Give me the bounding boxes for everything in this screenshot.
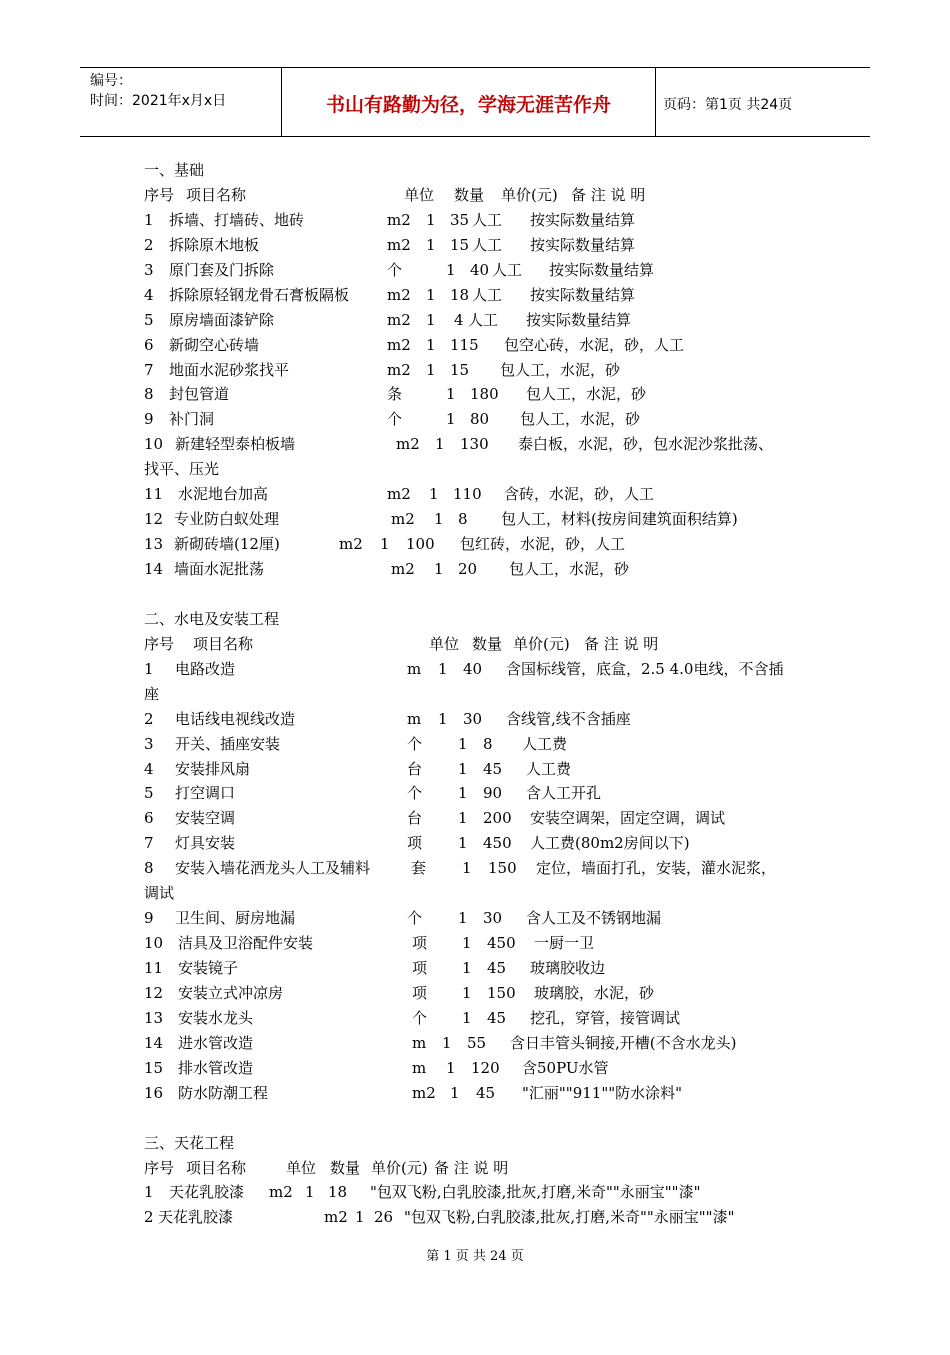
table-row: 13 新砌砖墙(12厘) m2 1 100 包红砖，水泥，砂，人工 bbox=[144, 535, 626, 554]
document-body bbox=[144, 158, 824, 1230]
page-footer: 第 1 页 共 24 页 bbox=[426, 1249, 524, 1264]
table-row: 1 天花乳胶漆 m2 1 18 "包双飞粉,白乳胶漆,批灰,打磨,米奇""永丽宝""漆" bbox=[144, 1183, 701, 1202]
document-date: 时间：2021年x月x日 bbox=[90, 93, 227, 109]
table-row: 3 开关、插座安装 个 1 8 人工费 bbox=[144, 734, 568, 753]
table-header: 序号 项目名称 单位 数量 单价(元) 备 注 说 明 bbox=[144, 634, 659, 653]
table-row: 9 卫生间、厨房地漏 个 1 30 含人工及不锈钢地漏 bbox=[144, 909, 662, 928]
table-row: 15 排水管改造 m 1 120 含50PU水管 bbox=[144, 1058, 609, 1077]
table-row: 1 电路改造 m 1 40 含国标线管，底盒，2.5 4.0电线，不含插 bbox=[144, 659, 784, 678]
table-row: 6 新砌空心砖墙 m2 1 115 包空心砖，水泥，砂，人工 bbox=[144, 335, 685, 354]
section-title: 三、天花工程 bbox=[144, 1133, 235, 1152]
table-row: 4 拆除原轻钢龙骨石膏板隔板 m2 1 18 人工 按实际数量结算 bbox=[144, 285, 636, 304]
table-row: 7 地面水泥砂浆找平 m2 1 15 包人工，水泥，砂 bbox=[144, 360, 621, 379]
section-title: 二、水电及安装工程 bbox=[144, 609, 280, 628]
table-row: 4 安装排风扇 台 1 45 人工费 bbox=[144, 759, 572, 778]
table-row: 5 原房墙面漆铲除 m2 1 4 人工 按实际数量结算 bbox=[144, 310, 632, 329]
header-meta bbox=[90, 71, 226, 111]
table-row: 9 补门洞 个 1 80 包人工，水泥，砂 bbox=[144, 410, 641, 429]
section-title: 一、基础 bbox=[144, 161, 205, 179]
table-row: 10 洁具及卫浴配件安装 项 1 450 一厨一卫 bbox=[144, 934, 595, 953]
table-row: 14 墙面水泥批荡 m2 1 20 包人工，水泥，砂 bbox=[144, 560, 630, 578]
header-page-info: 页码：第1页 共24页 bbox=[663, 97, 793, 113]
table-row: 10 新建轻型泰柏板墙 m2 1 130 泰白板，水泥，砂，包水泥沙浆批荡、 bbox=[144, 435, 774, 454]
document-header bbox=[80, 67, 870, 137]
table-header: 序号 项目名称 单位 数量 单价(元) 备 注 说 明 bbox=[144, 185, 646, 204]
table-header: 序号 项目名称 单位 数量 单价(元) 备 注 说 明 bbox=[144, 1158, 509, 1177]
header-divider bbox=[655, 68, 656, 136]
spacer bbox=[144, 582, 824, 607]
table-row: 3 原门套及门拆除 个 1 40 人工 按实际数量结算 bbox=[144, 260, 655, 279]
table-row: 2 拆除原木地板 m2 1 15 人工 按实际数量结算 bbox=[144, 235, 636, 254]
table-row: 16 防水防潮工程 m2 1 45 "汇丽""911""防水涂料" bbox=[144, 1083, 683, 1102]
header-motto: 书山有路勤为径，学海无涯苦作舟 bbox=[325, 94, 611, 116]
table-row: 2 电话线电视线改造 m 1 30 含线管,线不含插座 bbox=[144, 709, 631, 728]
table-row: 7 灯具安装 项 1 450 人工费(80m2房间以下) bbox=[144, 834, 690, 853]
table-row: 8 安装入墙花洒龙头人工及辅料 套 1 150 定位，墙面打孔，安装，灌水泥浆， bbox=[144, 859, 777, 878]
table-row: 12 专业防白蚁处理 m2 1 8 包人工，材料(按房间建筑面积结算) bbox=[144, 510, 738, 529]
table-row-continuation: 座 bbox=[144, 684, 160, 703]
table-row: 12 安装立式冲凉房 项 1 150 玻璃胶，水泥，砂 bbox=[144, 983, 655, 1002]
document-number-label: 编号： bbox=[90, 73, 132, 89]
table-row: 14 进水管改造 m 1 55 含日丰管头铜接,开槽(不含水龙头) bbox=[144, 1033, 737, 1052]
table-row: 11 安装镜子 项 1 45 玻璃胶收边 bbox=[144, 959, 606, 977]
spacer bbox=[144, 1106, 824, 1131]
table-row: 6 安装空调 台 1 200 安装空调架，固定空调，调试 bbox=[144, 809, 726, 828]
table-row: 2 天花乳胶漆 m2 1 26 "包双飞粉,白乳胶漆,批灰,打磨,米奇""永丽宝""漆" bbox=[144, 1208, 735, 1227]
table-row: 11 水泥地台加高 m2 1 110 含砖，水泥，砂，人工 bbox=[144, 485, 655, 504]
table-row: 1 拆墙、打墙砖、地砖 m2 1 35 人工 按实际数量结算 bbox=[144, 210, 636, 229]
table-row: 13 安装水龙头 个 1 45 挖孔，穿管，接管调试 bbox=[144, 1008, 681, 1027]
table-row-continuation: 找平、压光 bbox=[144, 460, 220, 479]
table-row: 8 封包管道 条 1 180 包人工，水泥，砂 bbox=[144, 385, 647, 404]
table-row: 5 打空调口 个 1 90 含人工开孔 bbox=[144, 784, 602, 803]
table-row-continuation: 调试 bbox=[144, 884, 175, 903]
